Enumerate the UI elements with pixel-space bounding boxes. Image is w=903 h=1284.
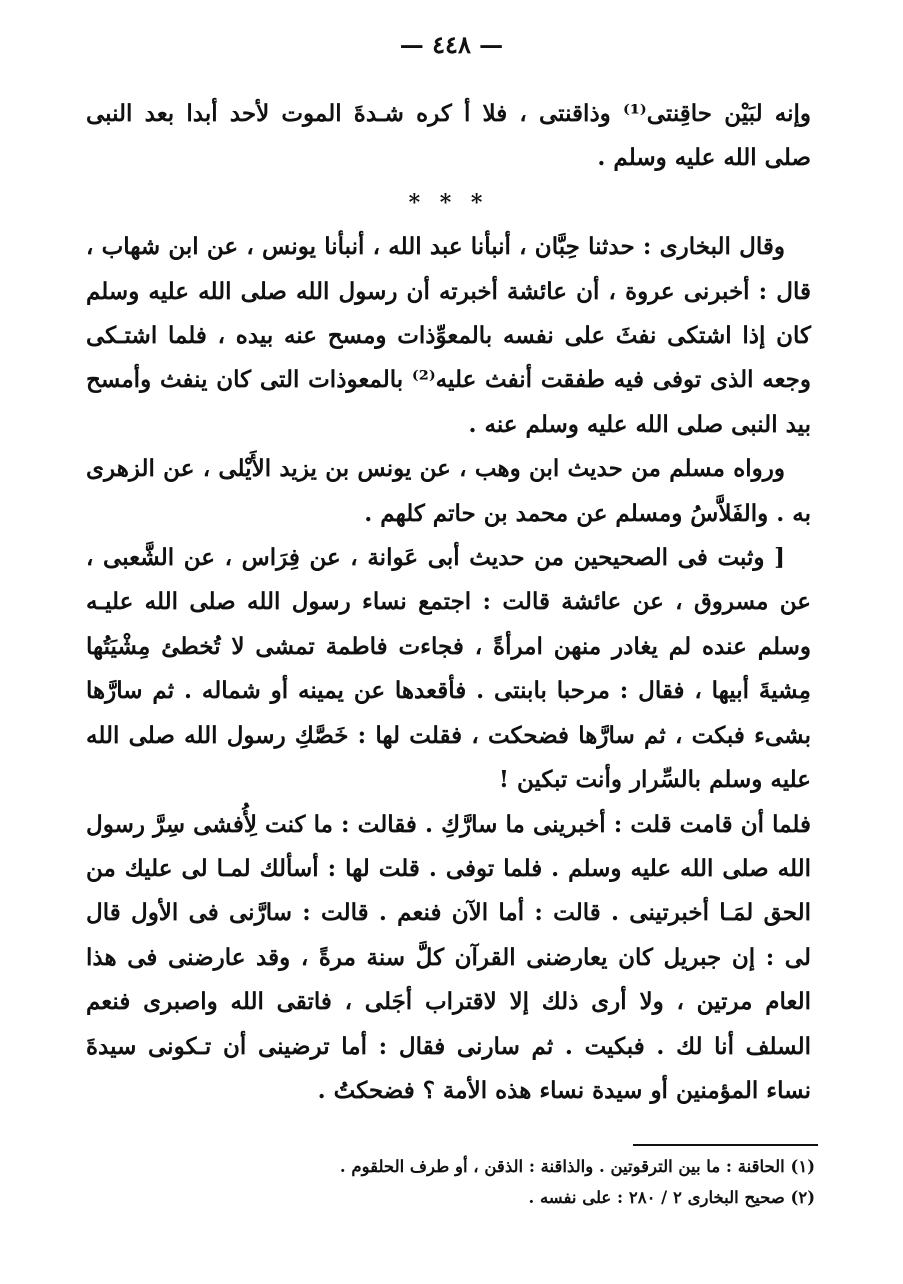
paragraph-death-pangs: وإنه لبَيْن حاقِنتى⁽¹⁾ وذاقنتى ، فلا أ كره شـدةَ الموت لأحد أبدا بعد النبى صلى الله عليه وسلم .: [86, 100, 812, 172]
paragraph-muslim-narration: ورواه مسلم من حديث ابن وهب ، عن يونس بن يزيد الأَيْلى ، عن الزهرى به . والفَلاَّسُ ومسلم عن محمد بن حاتم كلهم .: [86, 455, 811, 527]
paragraph-fatima-hadith: [ وثبت فى الصحيحين من حديث أبى عَوانة ، عن فِرَاس ، عن الشَّعبى ، عن مسروق ، عن عائشة قالت : اجتمع نساء رسول الله صلى الله عليـه وسلم عنده لم يغادر منهن امرأةً ، فجاءت فاطمة تمشى لا تُخطئ مِشْيَتُها مِشيةَ أبيها ، فقال : مرحبا بابنتى . فأقعدها عن يمينه أو شماله . ثم سارَّها بشىء فبكت ، ثم سارَّها فضحكت ، فقلت لها : خَصَّكِ رسول الله صلى الله عليه وسلم بالسِّرار وأنت تبكين !: [86, 544, 811, 794]
paragraph-bukhari-hadith: وقال البخارى : حدثنا حِبَّان ، أنبأنا عبد الله ، أنبأنا يونس ، عن ابن شهاب ، قال : أخبرنى عروة ، أن عائشة أخبرته أن رسول الله صلى الله عليه وسلم كان إذا اشتكى نفثَ على نفسه بالمعوِّذات ومسح عنه بيده ، فلما اشتـكى وجعه الذى توفى فيه طفقت أنفث عليه⁽²⁾ بالمعوذات التى كان ينفث وأمسح بيد النبى صلى الله عليه وسلم عنه .: [86, 233, 811, 438]
section-separator: * * *: [408, 189, 489, 216]
footnote-1: (١) الحاقنة : ما بين الترقوتين . والذاقنة : الذقن ، أو طرف الحلقوم .: [339, 1157, 815, 1176]
body-text: [86, 92, 811, 1113]
footnote-2: (٢) صحيح البخارى ٢ / ٢٨٠ : على نفسه .: [528, 1188, 815, 1207]
paragraph-fatima-secret: فلما أن قامت قلت : أخبرينى ما سارَّكِ . فقالت : ما كنت لِأُفشى سِرَّ رسول الله صلى الله عليه وسلم . فلما توفى . قلت لها : أسألك لمـا لى عليك من الحق لمَـا أخبرتينى . قالت : أما الآن فنعم . قالت : سارَّنى فى الأول قال لى : إن جبريل كان يعارضنى القرآن كلَّ سنة مرةً ، وقد عارضنى فى هذا العام مرتين ، ولا أرى ذلك إلا لاقتراب أجَلى ، فاتقى الله واصبرى فنعم السلف أنا لك . فبكيت . ثم سارنى فقال : أما ترضينى أن تـكونى سيدةَ نساء المؤمنين أو سيدة نساء هذه الأمة ؟ فضحكتُ .: [86, 810, 811, 1104]
footnotes: [90, 1151, 815, 1213]
page-number: — ٤٤٨ —: [399, 30, 504, 59]
footnote-divider: [633, 1144, 818, 1146]
